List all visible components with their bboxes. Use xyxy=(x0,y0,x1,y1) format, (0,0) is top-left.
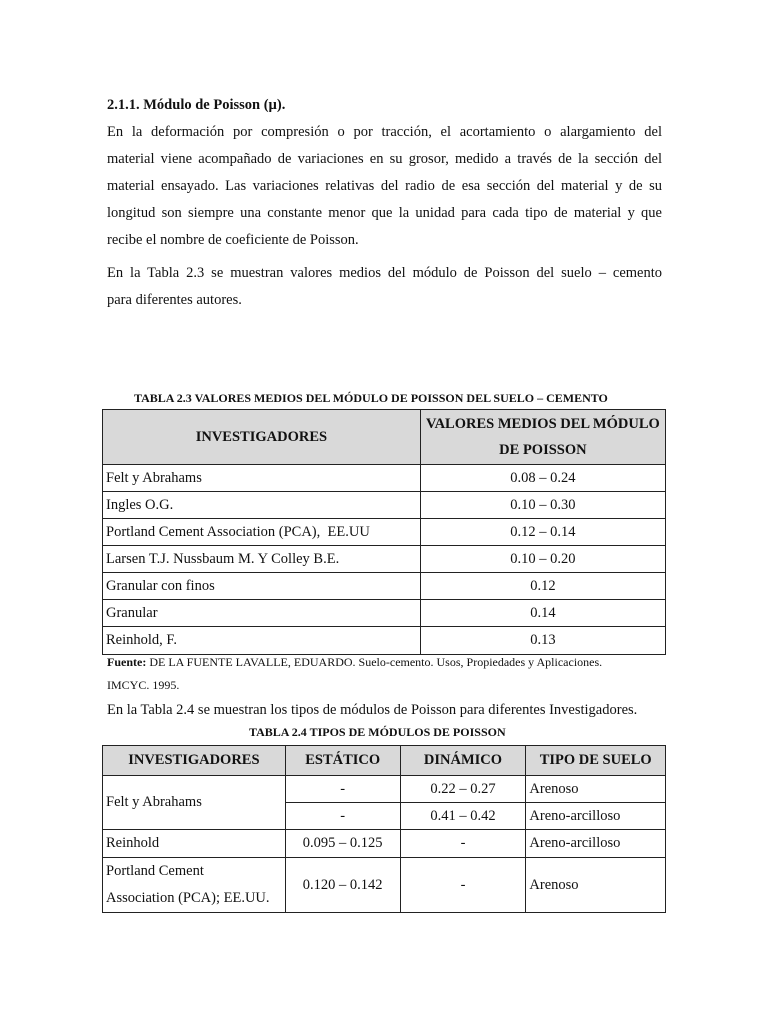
paragraph-line: En la deformación por compresión o por tracción, el acortamiento o alargamiento del xyxy=(107,124,662,140)
table24-header-tipo-suelo: TIPO DE SUELO xyxy=(526,746,666,776)
table23 xyxy=(102,409,666,655)
table-row xyxy=(103,492,666,519)
paragraph-table24-intro xyxy=(107,697,677,724)
table23-header-investigadores: INVESTIGADORES xyxy=(103,410,421,465)
cell-investigador: Larsen T.J. Nussbaum M. Y Colley B.E. xyxy=(103,546,421,573)
cell-valor: 0.12 xyxy=(420,573,665,600)
cell-estatico: - xyxy=(285,803,400,830)
paragraph-table23-intro xyxy=(107,260,662,314)
cell-investigador: Reinhold, F. xyxy=(103,627,421,655)
cell-investigador: Granular xyxy=(103,600,421,627)
cell-estatico: 0.095 – 0.125 xyxy=(285,830,400,858)
table23-source xyxy=(107,651,662,697)
paragraph-line: longitud son siempre una constante menor que la unidad para cada tipo de material y que xyxy=(107,205,662,221)
cell-estatico: 0.120 – 0.142 xyxy=(285,858,400,913)
table-row xyxy=(103,546,666,573)
cell-investigador: Felt y Abrahams xyxy=(103,776,286,830)
cell-dinamico: 0.22 – 0.27 xyxy=(400,776,526,803)
paragraph-line: para diferentes autores. xyxy=(107,292,242,308)
paragraph-poisson-definition xyxy=(107,119,662,254)
cell-valor: 0.12 – 0.14 xyxy=(420,519,665,546)
table24 xyxy=(102,745,666,913)
cell-valor: 0.13 xyxy=(420,627,665,655)
cell-valor: 0.10 – 0.30 xyxy=(420,492,665,519)
paragraph-line: material viene acompañado de variaciones en su grosor, medido a través de la sección del xyxy=(107,151,662,167)
cell-investigador xyxy=(103,858,286,913)
paragraph-line: material ensayado. Las variaciones relativas del radio de esa sección del material y de su xyxy=(107,178,662,194)
cell-tipo-suelo: Arenoso xyxy=(526,858,666,913)
paragraph-line: En la Tabla 2.4 se muestran los tipos de módulos de Poisson para diferentes Investigadores. xyxy=(107,702,638,718)
cell-investigador: Felt y Abrahams xyxy=(103,465,421,492)
header-line: DE POISSON xyxy=(499,442,587,458)
table-row xyxy=(103,830,666,858)
cell-line: Portland Cement xyxy=(106,863,204,879)
cell-dinamico: 0.41 – 0.42 xyxy=(400,803,526,830)
table-row xyxy=(103,465,666,492)
table23-header-row xyxy=(103,410,666,465)
source-text: DE LA FUENTE LAVALLE, EDUARDO. Suelo-cemento. Usos, Propiedades y Aplicaciones. xyxy=(146,655,603,669)
source-label: Fuente: xyxy=(107,655,147,669)
paragraph-line: recibe el nombre de coeficiente de Poisson. xyxy=(107,232,359,248)
cell-tipo-suelo: Areno-arcilloso xyxy=(526,803,666,830)
cell-valor: 0.10 – 0.20 xyxy=(420,546,665,573)
cell-valor: 0.08 – 0.24 xyxy=(420,465,665,492)
cell-estatico: - xyxy=(285,776,400,803)
table-row xyxy=(103,858,666,913)
source-text-line2: IMCYC. 1995. xyxy=(107,678,180,692)
table-row xyxy=(103,519,666,546)
cell-investigador: Granular con finos xyxy=(103,573,421,600)
cell-tipo-suelo: Arenoso xyxy=(526,776,666,803)
cell-tipo-suelo: Areno-arcilloso xyxy=(526,830,666,858)
cell-investigador: Reinhold xyxy=(103,830,286,858)
table24-header-row xyxy=(103,746,666,776)
table23-caption: TABLA 2.3 VALORES MEDIOS DEL MÓDULO DE POISSON DEL SUELO – CEMENTO xyxy=(134,391,608,405)
table23-header-valores xyxy=(420,410,665,465)
cell-dinamico: - xyxy=(400,858,526,913)
cell-valor: 0.14 xyxy=(420,600,665,627)
table-row xyxy=(103,776,666,803)
cell-dinamico: - xyxy=(400,830,526,858)
cell-investigador: Portland Cement Association (PCA), EE.UU xyxy=(103,519,421,546)
section-heading: 2.1.1. Módulo de Poisson (µ). xyxy=(107,97,286,113)
table-row xyxy=(103,573,666,600)
table24-header-dinamico: DINÁMICO xyxy=(400,746,526,776)
paragraph-line: En la Tabla 2.3 se muestran valores medios del módulo de Poisson del suelo – cemento xyxy=(107,265,662,281)
table-row xyxy=(103,600,666,627)
cell-investigador: Ingles O.G. xyxy=(103,492,421,519)
table24-caption: TABLA 2.4 TIPOS DE MÓDULOS DE POISSON xyxy=(249,725,506,739)
table24-header-investigadores: INVESTIGADORES xyxy=(103,746,286,776)
table24-header-estatico: ESTÁTICO xyxy=(285,746,400,776)
cell-line: Association (PCA); EE.UU. xyxy=(106,890,270,906)
header-line: VALORES MEDIOS DEL MÓDULO xyxy=(425,416,660,432)
